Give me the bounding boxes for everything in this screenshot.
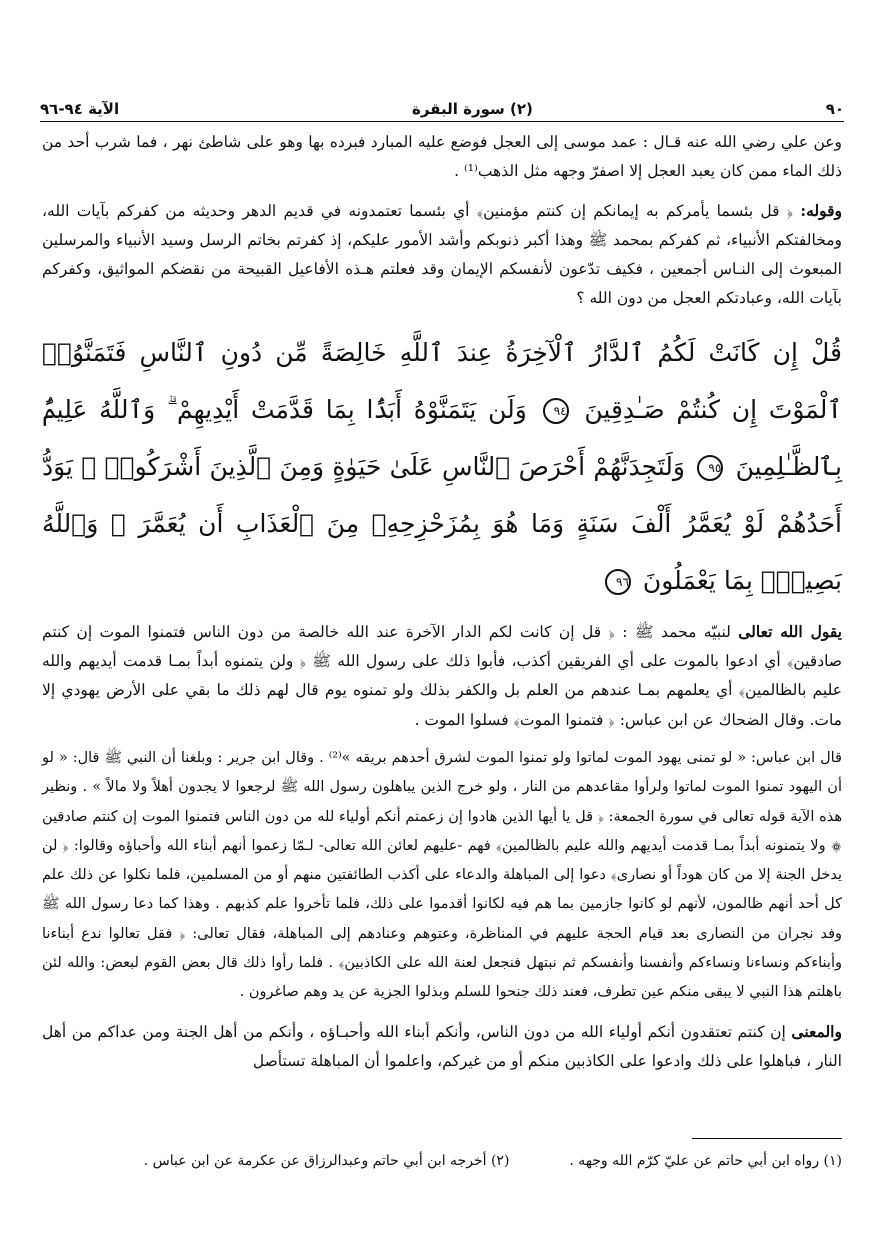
quran-verses: [42, 324, 842, 609]
lead-word: وقوله:: [800, 200, 842, 220]
footnote-2: (٢) أخرجه ابن أبي حاتم وعبدالرزاق عن عكرمة عن ابن عباس .: [143, 1153, 510, 1169]
paragraph-commentary-1: [42, 196, 842, 314]
paragraph-text: لنبيّه محمد ﷺ : ﴿ قل إن كانت لكم الدار الآخرة عند الله خالصة من دون الناس فتمنوا الموت إن كنتم صادقين﴾ أي ادعوا بالموت على أي الفريقين أكذب، فأبوا ذلك على رسول الله ﷺ ﴿ ولن يتمنوه أبداً بمـا قدمت أيديهم والله عليم بالظالمين﴾ أي يعلمهم بمـا عندهم من العلم بل والكفر بذلك ولو تمنوه يوم قال لهم ذلك ما بقي على الأرض يهودي إلا مات. وقال الضحاك عن ابن عباس: ﴿ فتمنوا الموت﴾ فسلوا الموت .: [42, 622, 842, 729]
verse-range: الآية ٩٤-٩٦: [40, 100, 120, 118]
page-body: [42, 128, 842, 1076]
paragraph-ali-narration: وعن علي رضي الله عنه قـال : عمد موسى إلى العجل فوضع عليه المبارد فبرده بها وهو على شاطئ نهر ، فما شرب أحد من ذلك الماء ممن كان يعبد العجل إلا اصفرّ وجهه مثل الذهب⁽¹⁾ .: [42, 133, 842, 181]
paragraph-tafsir-2: قال ابن عباس: « لو تمنى يهود الموت لماتوا ولو تمنوا الموت لشرق أحدهم بريقه »⁽²⁾ . وقال ابن جرير : وبلغنا أن النبي ﷺ قال: « لو أن اليهود تمنوا الموت لماتوا ولرأوا مقاعدهم من النار ، ولو خرج الذين يباهلون رسول الله ﷺ لرجعوا لا يجدون أهلاً ولا مالاً » . ونظير هذه الآية قوله تعالى في سورة الجمعة: ﴿ قل يا أيها الذين هادوا إن زعمتم أنكم أولياء لله من دون الناس فتمنوا الموت إن كنتم صادقين ۞ ولا يتمنونه أبداً بمـا قدمت أيديهم والله عليم بالظالمين﴾ فهم -عليهم لعائن الله تعالى- لـمّا زعموا أنهم أبناء الله وأحباؤه وقالوا: ﴿ لن يدخل الجنة إلا من كان هوداً أو نصارى﴾ دعوا إلى المباهلة والدعاء على أكذب الطائفتين منهم أو من المسلمين، فلما نكلوا عن ذلك علم كل أحد أنهم ظالمون، لأنهم لو كانوا جازمين بما هم فيه لكانوا أقدموا على ذلك، فلما تأخروا علم كذبهم . وهذا كما دعا رسول الله ﷺ وفد نجران من النصارى بعد قيام الحجة عليهم في المناظرة، وعتوهم وعنادهم إلى المباهلة، فقال تعالى: ﴿ فقل تعالوا ندع أبناءنا وأبناءكم ونساءنا ونساءكم وأنفسنا وأنفسكم ثم نبتهل فنجعل لعنة الله على الكاذبين﴾ . فلما رأوا ذلك قال بعض القوم لبعض: والله لئن باهلتم هذا النبي لا يبقى منكم عين تطرف، فعند ذلك جنحوا للسلم وبذلوا الجزية عن يد وهم صاغرون .: [42, 749, 843, 1001]
paragraph-text: ﴿ قل بئسما يأمركم به إيمانكم إن كنتم مؤمنين﴾ أي بئسما تعتمدونه في قديم الدهر وحديثه من كفركم بآيات الله، ومخالفتكم الأنبياء، ثم كفركم بمحمد ﷺ وهذا أكبر ذنوبكم وأشد الأمور عليكم، إذ كفرتم بخاتم الرسل وسيد الأنبياء والمرسلين المبعوث إلى النـاس أجمعين ، فكيف تدّعون لأنفسكم الإيمان وقد فعلتم هـذه الأفاعيل القبيحة من نقضكم المواثيق، وكفركم بآيات الله، وعبادتكم العجل من دون الله ؟: [42, 201, 842, 308]
page-header: [40, 92, 844, 118]
ayah-number-95: ٩٥: [697, 455, 723, 481]
paragraph-tafsir-1: [42, 617, 842, 735]
surah-title: (٢) سورة البقرة: [411, 100, 533, 118]
verse-95: وَلَن يَتَمَنَّوْهُ أَبَدًۢا بِمَا قَدَّمَتْ أَيْدِيهِمْ ۗ وَٱللَّهُ عَلِيمٌۢ بِٱلظَّـٰلِمِينَ: [42, 394, 843, 481]
verse-96: وَلَتَجِدَنَّهُمْ أَحْرَصَ ٱلنَّاسِ عَلَىٰ حَيَوٰةٍ وَمِنَ ٱلَّذِينَ أَشْرَكُوا۟ ۚ يَوَدُّ أَحَدُهُمْ لَوْ يُعَمَّرُ أَلْفَ سَنَةٍ وَمَا هُوَ بِمُزَحْزِحِهِۦ مِنَ ٱلْعَذَابِ أَن يُعَمَّرَ ۗ وَٱللَّهُ بَصِيرٌۢ بِمَا يَعْمَلُونَ: [42, 451, 842, 595]
header-divider: [40, 121, 844, 122]
footnotes: [42, 1150, 842, 1172]
lead-word: يقول الله تعالى: [738, 621, 842, 641]
footnote-divider: [692, 1138, 842, 1139]
paragraph-text: إن كنتم تعتقدون أنكم أولياء الله من دون الناس، وأنكم أبناء الله وأحبـاؤه ، وأنكم من أهل الجنة ومن عداكم من أهل النار ، فباهلوا على ذلك وادعوا على الكاذبين منكم أو من غيركم، واعلموا أن المباهلة تستأصل: [42, 1022, 842, 1070]
paragraph-meaning: [42, 1017, 842, 1077]
lead-word: والمعنى: [791, 1021, 842, 1041]
ayah-number-94: ٩٤: [543, 398, 569, 424]
ayah-number-96: ٩٦: [605, 569, 631, 595]
footnote-1: (١) رواه ابن أبي حاتم عن عليّ كرّم الله وجهه .: [569, 1153, 842, 1169]
page-number: ٩٠: [825, 100, 844, 118]
verse-94: قُلْ إِن كَانَتْ لَكُمُ ٱلدَّارُ ٱلْآخِرَةُ عِندَ ٱللَّهِ خَالِصَةً مِّن دُونِ ٱلنَّاسِ فَتَمَنَّوُا۟ ٱلْمَوْتَ إِن كُنتُمْ صَـٰدِقِينَ: [42, 337, 842, 424]
